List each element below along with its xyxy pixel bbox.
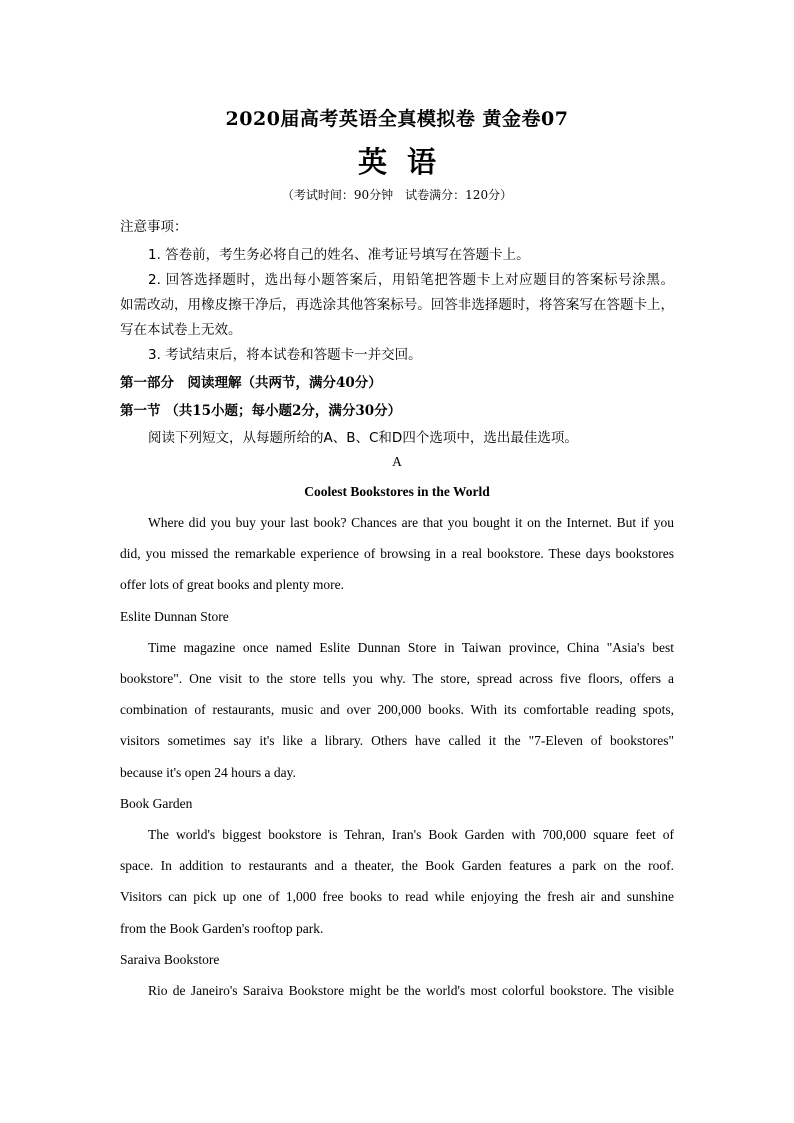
notes-heading: 注意事项： <box>120 219 188 235</box>
exam-info: （考试时间：90分钟 试卷满分：120分） <box>281 188 513 202</box>
part-heading: 第一部分 阅读理解（共两节，满分40分） <box>120 375 382 391</box>
notes-item-2-line-2: 如需改动，用橡皮擦干净后，再选涂其他答案标号。回答非选择题时，将答案写在答题卡上， <box>120 297 674 313</box>
store-1-name: Eslite Dunnan Store <box>120 609 229 624</box>
subject-title: 英语 <box>357 145 456 179</box>
notes-item-2-line-1: 2. 回答选择题时，选出每小题答案后，用铅笔把答题卡上对应题目的答案标号涂黑。 <box>148 272 674 288</box>
store-2-line-4: from the Book Garden's rooftop park. <box>120 921 324 936</box>
store-2-name: Book Garden <box>120 796 193 811</box>
store-1-line-5: because it's open 24 hours a day. <box>120 765 296 780</box>
notes-item-2-line-3: 写在本试卷上无效。 <box>120 322 242 338</box>
store-2-line-1: The world's biggest bookstore is Tehran, Iran's Book Garden with 700,000 square feet of <box>148 827 674 842</box>
notes-item-1: 1. 答卷前，考生务必将自己的姓名、准考证号填写在答题卡上。 <box>148 247 530 263</box>
store-2-line-3: Visitors can pick up one of 1,000 free books to read while enjoying the fresh air and sunshine <box>120 889 674 904</box>
store-3-name: Saraiva Bookstore <box>120 952 220 967</box>
store-1-line-4: visitors sometimes say it's like a library. Others have called it the "7-Eleven of bookstores" <box>120 733 674 748</box>
intro-line-1: Where did you buy your last book? Chances are that you bought it on the Internet. But if you <box>148 515 674 530</box>
section-heading: 第一节 （共15小题；每小题2分，满分30分） <box>120 403 402 419</box>
store-1-line-2: bookstore". One visit to the store tells you why. The store, spread across five floors, offers a <box>120 671 674 686</box>
passage-title: Coolest Bookstores in the World <box>304 484 490 499</box>
exam-title: 2020届高考英语全真模拟卷 黄金卷07 <box>225 108 569 130</box>
store-1-line-1: Time magazine once named Eslite Dunnan Store in Taiwan province, China "Asia's best <box>148 640 674 655</box>
section-instruction: 阅读下列短文，从每题所给的A、B、C和D四个选项中，选出最佳选项。 <box>148 430 578 446</box>
store-1-line-3: combination of restaurants, music and over 200,000 books. With its comfortable reading spots, <box>120 702 674 717</box>
store-2-line-2: space. In addition to restaurants and a theater, the Book Garden features a park on the roof. <box>120 858 674 873</box>
intro-line-2: did, you missed the remarkable experience of browsing in a real bookstore. These days bookstores <box>120 546 674 561</box>
intro-line-3: offer lots of great books and plenty more. <box>120 577 344 592</box>
notes-item-3: 3. 考试结束后，将本试卷和答题卡一并交回。 <box>148 347 422 363</box>
passage-label: A <box>392 454 402 469</box>
store-3-line-1: Rio de Janeiro's Saraiva Bookstore might be the world's most colorful bookstore. The visible <box>148 983 674 998</box>
